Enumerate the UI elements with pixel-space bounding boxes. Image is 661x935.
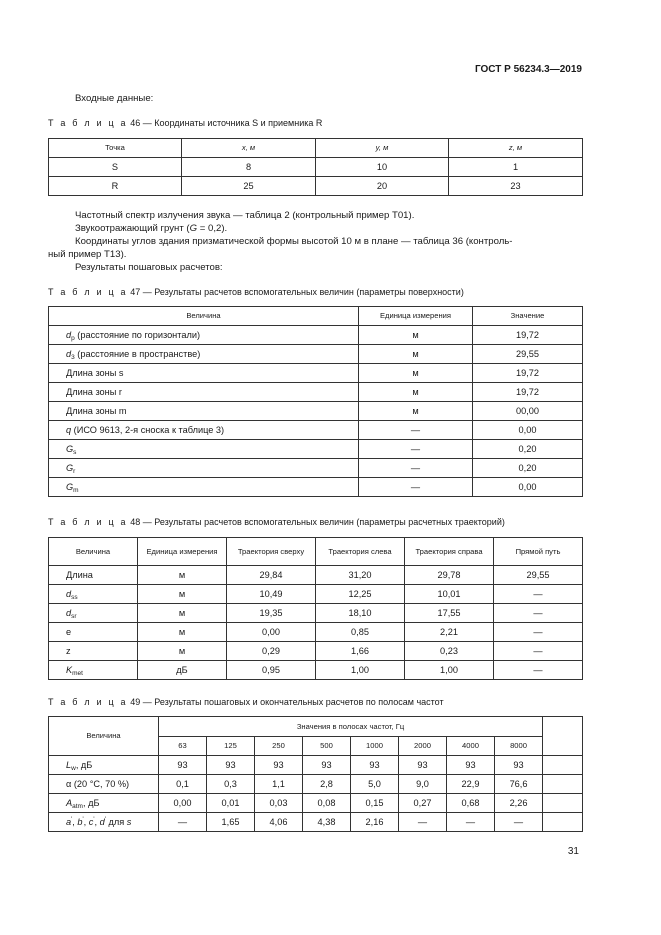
- table-number: 49: [130, 697, 141, 707]
- cell: 2,21: [405, 623, 494, 642]
- cell: 1: [449, 158, 583, 177]
- intro-text: Входные данные:: [75, 93, 154, 104]
- cell: 22,9: [447, 775, 495, 794]
- cell: 93: [303, 756, 351, 775]
- cell: 4,38: [303, 813, 351, 832]
- cell-value: 19,72: [473, 364, 583, 383]
- cell: 0,01: [207, 794, 255, 813]
- cell: 93: [255, 756, 303, 775]
- table-caption-text: — Результаты пошаговых и окончательных расчетов по полосам частот: [140, 697, 444, 707]
- table-caption-text: — Результаты расчетов вспомогательных величин (параметры поверхности): [140, 287, 464, 297]
- table46-caption: [48, 118, 322, 128]
- cell: 5,0: [351, 775, 399, 794]
- table-49: [48, 716, 583, 832]
- cell-value: 00,00: [473, 402, 583, 421]
- col-frequency: 1000: [351, 737, 399, 756]
- cell: —: [494, 623, 583, 642]
- row-label: e: [49, 623, 138, 642]
- table-label: Т а б л и ц а: [48, 517, 128, 527]
- table-row: [49, 364, 583, 383]
- table-row: [49, 383, 583, 402]
- cell-value: 0,20: [473, 459, 583, 478]
- table-label: Т а б л и ц а: [48, 287, 128, 297]
- cell: м: [138, 585, 227, 604]
- row-label: a', b', c', d' для s: [49, 813, 159, 832]
- cell: м: [138, 623, 227, 642]
- cell: 0,08: [303, 794, 351, 813]
- table-row: [49, 326, 583, 345]
- col-frequency: 4000: [447, 737, 495, 756]
- cell: 8: [182, 158, 316, 177]
- text-line: Результаты пошаговых расчетов:: [75, 262, 223, 273]
- cell: 2,16: [351, 813, 399, 832]
- table-row: [49, 585, 583, 604]
- cell-empty: [543, 775, 583, 794]
- cell: 23: [449, 177, 583, 196]
- cell-empty: [543, 794, 583, 813]
- document-header: ГОСТ Р 56234.3—2019: [474, 64, 582, 75]
- cell: 17,55: [405, 604, 494, 623]
- cell-unit: м: [359, 345, 473, 364]
- table-label: Т а б л и ц а: [48, 697, 128, 707]
- table-46: [48, 138, 583, 196]
- cell-value: 0,00: [473, 478, 583, 497]
- cell: 93: [447, 756, 495, 775]
- row-label: z: [49, 642, 138, 661]
- cell: R: [49, 177, 182, 196]
- cell: 0,29: [227, 642, 316, 661]
- cell: 2,26: [495, 794, 543, 813]
- cell: 0,00: [159, 794, 207, 813]
- table-row: [49, 440, 583, 459]
- cell: м: [138, 642, 227, 661]
- cell: 18,10: [316, 604, 405, 623]
- cell-unit: м: [359, 383, 473, 402]
- col-empty: [543, 717, 583, 756]
- cell: —: [494, 642, 583, 661]
- cell: —: [494, 585, 583, 604]
- col-frequency: 125: [207, 737, 255, 756]
- row-label: $d_{sr}$: [49, 604, 138, 623]
- page-number: 31: [567, 846, 579, 857]
- row-label: $G_m$: [49, 478, 359, 497]
- table-row: [49, 421, 583, 440]
- row-label: $G_s$: [49, 440, 359, 459]
- table48-caption: [48, 517, 505, 527]
- cell: 1,66: [316, 642, 405, 661]
- cell: 93: [399, 756, 447, 775]
- table-number: 46: [130, 118, 141, 128]
- row-label: Длина зоны r: [49, 383, 359, 402]
- table-row: [49, 642, 583, 661]
- text-line: Звукоотражающий грунт (G = 0,2).: [75, 223, 228, 234]
- table-label: Т а б л и ц а: [48, 118, 128, 128]
- cell: 25: [182, 177, 316, 196]
- cell: 31,20: [316, 566, 405, 585]
- cell: 0,15: [351, 794, 399, 813]
- row-label: Длина: [49, 566, 138, 585]
- cell: 0,03: [255, 794, 303, 813]
- col-group-frequency: Значения в полосах частот, Гц: [159, 717, 543, 737]
- table-caption-text: — Результаты расчетов вспомогательных величин (параметры расчетных траекторий): [140, 517, 505, 527]
- row-label: $d_{ss}$: [49, 585, 138, 604]
- cell: —: [159, 813, 207, 832]
- text-line: ный пример Т13).: [48, 249, 127, 260]
- cell: 10,49: [227, 585, 316, 604]
- row-label: $A_{atm}$, дБ: [49, 794, 159, 813]
- table-row: [49, 604, 583, 623]
- cell: 1,1: [255, 775, 303, 794]
- table-row: [49, 813, 583, 832]
- table-row: [49, 756, 583, 775]
- cell-value: 0,00: [473, 421, 583, 440]
- cell-unit: м: [359, 364, 473, 383]
- cell: 0,95: [227, 661, 316, 680]
- row-label: α (20 °C, 70 %): [49, 775, 159, 794]
- cell: 93: [351, 756, 399, 775]
- cell: 0,1: [159, 775, 207, 794]
- table-row: [49, 177, 583, 196]
- col-frequency: 500: [303, 737, 351, 756]
- cell-value: 0,20: [473, 440, 583, 459]
- col-top-path: Траектория сверху: [227, 538, 316, 566]
- col-quantity: Величина: [49, 717, 159, 756]
- cell-value: 19,72: [473, 326, 583, 345]
- table47-caption: [48, 287, 464, 297]
- row-label: q (ИСО 9613, 2-я сноска к таблице 3): [49, 421, 359, 440]
- cell: —: [399, 813, 447, 832]
- col-quantity: Величина: [49, 307, 359, 326]
- cell-value: 19,72: [473, 383, 583, 402]
- row-label: $d_p$ (расстояние по горизонтали): [49, 326, 359, 345]
- col-point: Точка: [49, 139, 182, 158]
- table-48: [48, 537, 583, 680]
- table-row: [49, 478, 583, 497]
- table-row: [49, 402, 583, 421]
- table49-caption: [48, 697, 444, 707]
- col-value: Значение: [473, 307, 583, 326]
- cell: 20: [316, 177, 449, 196]
- cell: м: [138, 604, 227, 623]
- cell-unit: м: [359, 402, 473, 421]
- col-direct-path: Прямой путь: [494, 538, 583, 566]
- col-frequency: 250: [255, 737, 303, 756]
- cell: 1,00: [316, 661, 405, 680]
- table-row: [49, 345, 583, 364]
- row-label: $L_w$, дБ: [49, 756, 159, 775]
- row-label: $K_{met}$: [49, 661, 138, 680]
- cell-unit: м: [359, 326, 473, 345]
- table-row: [49, 623, 583, 642]
- cell-unit: —: [359, 440, 473, 459]
- text-line: Частотный спектр излучения звука — таблица 2 (контрольный пример Т01).: [75, 210, 415, 221]
- cell: 0,68: [447, 794, 495, 813]
- body-text: [48, 209, 582, 274]
- cell: —: [447, 813, 495, 832]
- cell: —: [494, 604, 583, 623]
- cell: 93: [207, 756, 255, 775]
- cell: 29,78: [405, 566, 494, 585]
- table-row: [49, 661, 583, 680]
- cell-empty: [543, 756, 583, 775]
- row-label: Длина зоны m: [49, 402, 359, 421]
- cell: м: [138, 566, 227, 585]
- cell: 19,35: [227, 604, 316, 623]
- cell: S: [49, 158, 182, 177]
- cell: 29,55: [494, 566, 583, 585]
- col-frequency: 8000: [495, 737, 543, 756]
- table-row: [49, 459, 583, 478]
- text-line: Координаты углов здания призматической формы высотой 10 м в плане — таблица 36 (контроль-: [75, 236, 513, 247]
- cell: 0,85: [316, 623, 405, 642]
- col-x: x, м: [182, 139, 316, 158]
- cell: 2,8: [303, 775, 351, 794]
- cell-unit: —: [359, 421, 473, 440]
- table-47: [48, 306, 583, 497]
- col-y: y, м: [316, 139, 449, 158]
- cell: 0,23: [405, 642, 494, 661]
- cell: 93: [159, 756, 207, 775]
- cell: 0,00: [227, 623, 316, 642]
- cell-unit: —: [359, 478, 473, 497]
- row-label: $G_r$: [49, 459, 359, 478]
- cell: 0,3: [207, 775, 255, 794]
- cell: —: [495, 813, 543, 832]
- cell-value: 29,55: [473, 345, 583, 364]
- cell: 76,6: [495, 775, 543, 794]
- table-row: [49, 775, 583, 794]
- cell: 1,00: [405, 661, 494, 680]
- row-label: $d_3$ (расстояние в пространстве): [49, 345, 359, 364]
- cell: 10,01: [405, 585, 494, 604]
- cell: 93: [495, 756, 543, 775]
- table-number: 47: [130, 287, 141, 297]
- cell: 12,25: [316, 585, 405, 604]
- table-caption-text: — Координаты источника S и приемника R: [140, 118, 323, 128]
- table-row: [49, 566, 583, 585]
- col-unit: Единица измерения: [359, 307, 473, 326]
- cell: дБ: [138, 661, 227, 680]
- col-unit: Единица измерения: [138, 538, 227, 566]
- cell-unit: —: [359, 459, 473, 478]
- table-row: [49, 794, 583, 813]
- table-row: [49, 158, 583, 177]
- row-label: Длина зоны s: [49, 364, 359, 383]
- col-quantity: Величина: [49, 538, 138, 566]
- cell-empty: [543, 813, 583, 832]
- col-z: z, м: [449, 139, 583, 158]
- col-right-path: Траектория справа: [405, 538, 494, 566]
- cell: 9,0: [399, 775, 447, 794]
- cell: —: [494, 661, 583, 680]
- table-number: 48: [130, 517, 141, 527]
- col-frequency: 63: [159, 737, 207, 756]
- cell: 0,27: [399, 794, 447, 813]
- cell: 1,65: [207, 813, 255, 832]
- col-frequency: 2000: [399, 737, 447, 756]
- cell: 4,06: [255, 813, 303, 832]
- cell: 10: [316, 158, 449, 177]
- col-left-path: Траектория слева: [316, 538, 405, 566]
- cell: 29,84: [227, 566, 316, 585]
